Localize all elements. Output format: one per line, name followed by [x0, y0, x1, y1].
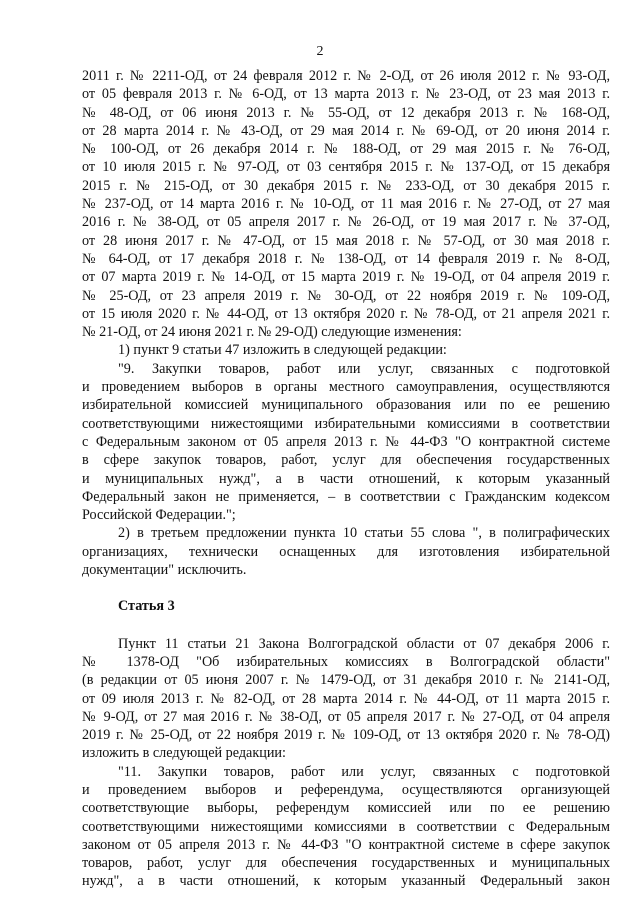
text-line: и проведением выборов и референдума, осуществляются организующей — [82, 781, 610, 798]
text-line: соответствующими нижестоящими избирательными комиссиями в соответствии — [82, 415, 610, 432]
text-line: документации" исключить. — [82, 562, 247, 579]
item-1-intro: 1) пункт 9 статьи 47 изложить в следующей редакции: — [118, 342, 447, 359]
text-line: № 1378-ОД "Об избирательных комиссиях в Волгоградской области" — [82, 653, 610, 670]
text-line: организациях, технически оснащенных для изготовления избирательной — [82, 543, 610, 560]
text-line: соответствующими нижестоящими комиссиями в соответствии с Федеральным — [82, 818, 610, 835]
text-line: товаров, работ, услуг для обеспечения государственных и муниципальных — [82, 855, 610, 872]
text-line: № 237-ОД, от 14 марта 2016 г. № 10-ОД, от 11 мая 2016 г. № 27-ОД, от 27 мая — [82, 196, 610, 213]
text-line: от 28 июня 2017 г. № 47-ОД, от 15 мая 2018 г. № 57-ОД, от 30 мая 2018 г. — [82, 232, 610, 249]
text-line: № 100-ОД, от 26 декабря 2014 г. № 188-ОД, от 29 мая 2015 г. № 76-ОД, — [82, 141, 610, 158]
text-line: 2019 г. № 25-ОД, от 22 ноября 2019 г. № 109-ОД, от 13 октября 2020 г. № 78-ОД) — [82, 727, 610, 744]
text-line: в сфере закупок товаров, работ, услуг для обеспечения государственных — [82, 452, 610, 469]
text-line: (в редакции от 05 июня 2007 г. № 1479-ОД, от 31 декабря 2010 г. № 2141-ОД, — [82, 672, 610, 689]
text-line: № 64-ОД, от 17 декабря 2018 г. № 138-ОД, от 14 февраля 2019 г. № 8-ОД, — [82, 250, 610, 267]
item-1-paragraph — [82, 341, 610, 524]
text-line: с Федеральным законом от 05 апреля 2013 г. № 44-ФЗ "О контрактной системе — [82, 433, 610, 450]
text-line: № 9-ОД, от 27 мая 2016 г. № 38-ОД, от 05 апреля 2017 г. № 27-ОД, от 04 апреля — [82, 708, 610, 725]
article-3-paragraph-2 — [82, 763, 610, 891]
text-line: законом от 05 апреля 2013 г. № 44-ФЗ "О контрактной системе в сфере закупок — [82, 836, 610, 853]
text-line: 2) в третьем предложении пункта 10 статьи 55 слова ", в полиграфических — [118, 525, 610, 542]
text-line: от 07 марта 2019 г. № 14-ОД, от 15 марта 2019 г. № 19-ОД, от 04 апреля 2019 г. — [82, 269, 610, 286]
page-number: 2 — [316, 44, 324, 59]
text-line: "11. Закупки товаров, работ или услуг, связанных с подготовкой — [118, 763, 610, 780]
text-line: Российской Федерации."; — [82, 507, 236, 524]
text-line: изложить в следующей редакции: — [82, 745, 286, 762]
item-2-paragraph — [82, 524, 610, 579]
article-3-heading: Статья 3 — [118, 598, 175, 615]
text-line: и проведением выборов в органы местного самоуправления, осуществляются — [82, 379, 610, 396]
text-line: 2011 г. № 2211-ОД, от 24 февраля 2012 г. № 2-ОД, от 26 июля 2012 г. № 93-ОД, — [82, 68, 610, 84]
text-line: № 25-ОД, от 23 апреля 2019 г. № 30-ОД, от 22 ноября 2019 г. № 109-ОД, — [82, 287, 610, 304]
article-3-paragraph-1 — [82, 635, 610, 763]
text-line: 2015 г. № 215-ОД, от 30 декабря 2015 г. № 233-ОД, от 30 декабря 2015 г. — [82, 177, 610, 194]
text-line: от 15 июля 2020 г. № 44-ОД, от 13 октября 2020 г. № 78-ОД, от 21 апреля 2021 г. — [82, 305, 610, 322]
text-line: № 48-ОД, от 06 июня 2013 г. № 55-ОД, от 12 декабря 2013 г. № 168-ОД, — [82, 104, 610, 121]
text-line: Пункт 11 статьи 21 Закона Волгоградской области от 07 декабря 2006 г. — [118, 635, 610, 652]
text-line: 2016 г. № 38-ОД, от 05 апреля 2017 г. № 26-ОД, от 19 мая 2017 г. № 37-ОД, — [82, 214, 610, 231]
text-line: и муниципальных нужд", а в части отношений, к которым указанный — [82, 470, 610, 487]
text-line: Федеральный закон не применяется, – в соответствии с Гражданским кодексом — [82, 488, 610, 505]
text-line: № 21-ОД, от 24 июня 2021 г. № 29-ОД) следующие изменения: — [82, 324, 462, 341]
text-line: нужд", а в части отношений, к которым указанный Федеральный закон — [82, 873, 610, 890]
document-body — [82, 67, 610, 891]
text-line: избирательной комиссией муниципального образования или по ее решению — [82, 397, 610, 414]
text-line: соответствующие выборы, референдум комиссией или по ее решению — [82, 800, 610, 817]
text-line: от 09 июля 2013 г. № 82-ОД, от 28 марта 2014 г. № 44-ОД, от 11 марта 2015 г. — [82, 690, 610, 707]
text-line: от 05 февраля 2013 г. № 6-ОД, от 13 марта 2013 г. № 23-ОД, от 23 мая 2013 г. — [82, 86, 610, 103]
amendment-list-paragraph — [82, 67, 610, 341]
text-line: от 28 марта 2014 г. № 43-ОД, от 29 мая 2014 г. № 69-ОД, от 20 июня 2014 г. — [82, 122, 610, 139]
text-line: от 10 июля 2015 г. № 97-ОД, от 03 сентября 2015 г. № 137-ОД, от 15 декабря — [82, 159, 610, 176]
text-line: "9. Закупки товаров, работ или услуг, связанных с подготовкой — [118, 360, 610, 377]
